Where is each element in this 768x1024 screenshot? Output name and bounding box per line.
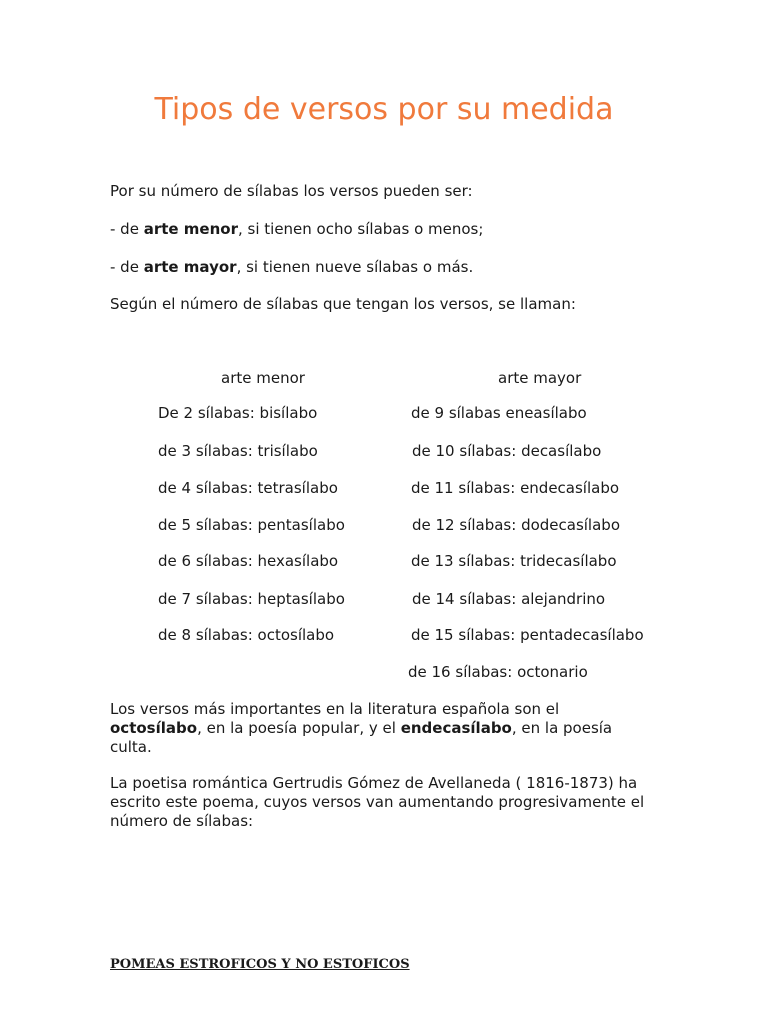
mayor-bold: arte mayor <box>143 258 237 276</box>
list-item: de 16 sílabas: octonario <box>408 663 588 681</box>
menor-prefix: - de <box>110 220 144 238</box>
list-item: de 10 sílabas: decasílabo <box>412 442 602 460</box>
intro-text: Por su número de sílabas los versos pueden ser: <box>110 182 473 200</box>
list-item: de 8 sílabas: octosílabo <box>158 626 335 644</box>
list-item: de 9 sílabas eneasílabo <box>411 404 587 422</box>
arte-mayor-header: arte mayor <box>498 369 582 387</box>
list-item: de 3 sílabas: trisílabo <box>158 442 318 460</box>
section-heading: POMEAS ESTROFICOS Y NO ESTOFICOS <box>110 957 410 972</box>
list-item: De 2 sílabas: bisílabo <box>158 404 318 422</box>
menor-bold: arte menor <box>143 220 238 238</box>
list-item: de 14 sílabas: alejandrino <box>412 590 606 608</box>
poetisa-paragraph: La poetisa romántica Gertrudis Gómez de Avellaneda ( 1816-1873) ha escrito este poema, cuyos versos van aumentando progresivamente el número de sílabas: <box>110 774 645 830</box>
list-item: de 6 sílabas: hexasílabo <box>158 552 339 570</box>
list-item: de 11 sílabas: endecasílabo <box>411 479 620 497</box>
list-item: de 12 sílabas: dodecasílabo <box>412 516 620 534</box>
list-item: de 15 sílabas: pentadecasílabo <box>411 626 644 644</box>
list-item: de 4 sílabas: tetrasílabo <box>158 479 338 497</box>
importantes-part1: Los versos más importantes en la literatura española son el <box>110 700 560 718</box>
mayor-prefix: - de <box>110 258 144 276</box>
importantes-part2: , en la poesía popular, y el <box>197 719 401 737</box>
menor-suffix: , si tienen ocho sílabas o menos; <box>237 220 484 238</box>
list-item: de 5 sílabas: pentasílabo <box>158 516 345 534</box>
arte-menor-header: arte menor <box>221 369 305 387</box>
mayor-suffix: , si tienen nueve sílabas o más. <box>236 258 474 276</box>
importantes-part3: , en la poesía culta. <box>110 719 613 756</box>
list-item: de 13 sílabas: tridecasílabo <box>411 552 617 570</box>
arte-menor-definition <box>110 220 670 239</box>
list-item: de 7 sílabas: heptasílabo <box>158 590 345 608</box>
octosilabo-bold: octosílabo <box>110 719 198 737</box>
arte-mayor-definition <box>110 258 670 277</box>
endecasilabo-bold: endecasílabo <box>400 719 512 737</box>
importantes-paragraph <box>110 700 650 757</box>
page-title: Tipos de versos por su medida <box>154 92 614 127</box>
segun-text: Según el número de sílabas que tengan los versos, se llaman: <box>110 295 576 313</box>
